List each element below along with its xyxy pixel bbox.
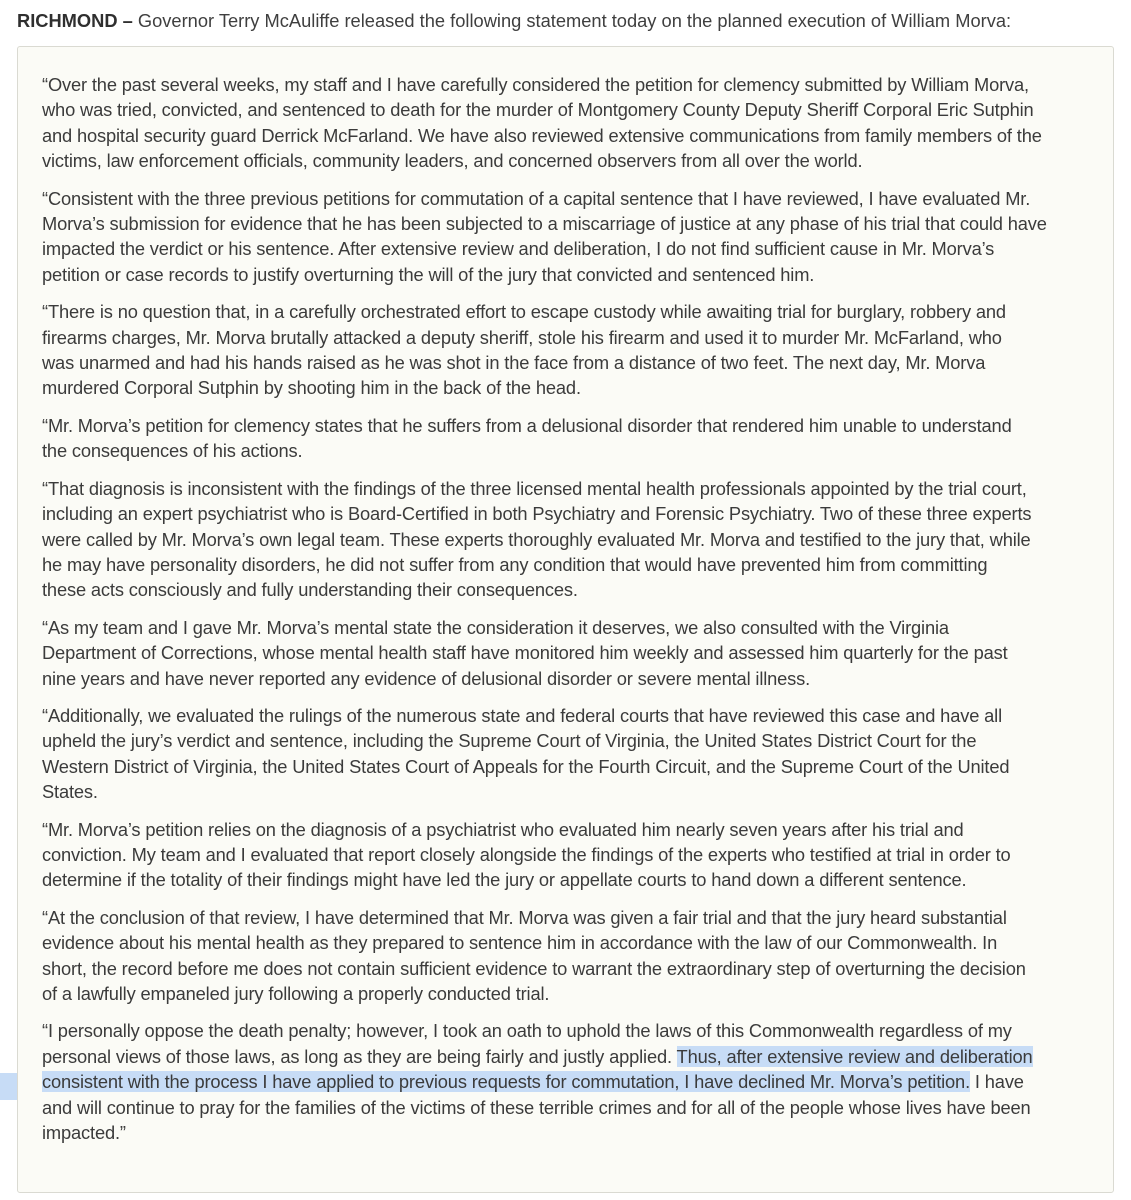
statement-paragraph: “Over the past several weeks, my staff and I have carefully considered the petition for clemency submitted by William Morva, who was tried, convicted, and sentenced to death for the murder of Montgomery County Deputy Sheriff Corporal Eric Sutphin and hospital security guard Derrick McFarland. We have also reviewed extensive communications from family members of the victims, law enforcement officials, community leaders, and concerned observers from all over the world.	[42, 74, 1042, 172]
selected-text[interactable]: Thus, after extensive review and deliberation consistent with the process I have applied to previous requests for commutation, I have declined Mr. Morva’s petition.	[42, 1045, 1033, 1093]
statement-final-paragraph[interactable]	[42, 1018, 1107, 1145]
statement-paragraph: “As my team and I gave Mr. Morva’s mental state the consideration it deserves, we also consulted with the Virginia Department of Corrections, whose mental health staff have monitored him weekly and assessed him quarterly for the past nine years and have never reported any evidence of delusional disorder or severe mental illness.	[42, 616, 1008, 689]
statement-paragraph: “Mr. Morva’s petition relies on the diagnosis of a psychiatrist who evaluated him nearly seven years after his trial and conviction. My team and I evaluated that report closely alongside the findings of the experts who testified at trial in order to determine if the totality of their findings might have led the jury or appellate courts to hand down a different sentence.	[42, 818, 1011, 891]
intro-line	[17, 8, 1117, 34]
intro-text: Governor Terry McAuliffe released the following statement today on the planned execution of William Morva:	[132, 10, 1012, 31]
final-paragraph-end: I have and will continue to pray for the families of the victims of these terrible crimes and for all of the people whose lives have been impacted.”	[42, 1071, 1031, 1144]
statement-paragraph: “Mr. Morva’s petition for clemency states that he suffers from a delusional disorder that rendered him unable to understand the consequences of his actions.	[42, 414, 1012, 462]
statement-paragraph: “That diagnosis is inconsistent with the findings of the three licensed mental health professionals appointed by the trial court, including an expert psychiatrist who is Board-Certified in both Psychiatry and Forensic Psychiatry. Two of these three experts were called by Mr. Morva’s own legal team. These experts thoroughly evaluated Mr. Morva and testified to the jury that, while he may have personality disorders, he did not suffer from any condition that would have prevented him from committing these acts consciously and fully understanding their consequences.	[42, 477, 1032, 601]
statement-paragraph: “Consistent with the three previous petitions for commutation of a capital sentence that I have reviewed, I have evaluated Mr. Morva’s submission for evidence that he has been subjected to a miscarriage of justice at any phase of his trial that could have impacted the verdict or his sentence. After extensive review and deliberation, I do not find sufficient cause in Mr. Morva’s petition or case records to justify overturning the will of the jury that convicted and sentenced him.	[42, 187, 1047, 285]
statement-paragraph: “At the conclusion of that review, I have determined that Mr. Morva was given a fair trial and that the jury heard substantial evidence about his mental health as they prepared to sentence him in accordance with the law of our Commonwealth. In short, the record before me does not contain sufficient evidence to warrant the extraordinary step of overturning the decision of a lawfully empaneled jury following a properly conducted trial.	[42, 906, 1026, 1004]
statement-paragraph: “Additionally, we evaluated the rulings of the numerous state and federal courts that have reviewed this case and have all upheld the jury’s verdict and sentence, including the Supreme Court of Virginia, the United States District Court for the Western District of Virginia, the United States Court of Appeals for the Fourth Circuit, and the Supreme Court of the United States.	[42, 704, 1010, 803]
dateline: RICHMOND –	[17, 10, 133, 31]
statement-quote-box	[17, 46, 1114, 1193]
statement-paragraph: “There is no question that, in a carefully orchestrated effort to escape custody while awaiting trial for burglary, robbery and firearms charges, Mr. Morva brutally attacked a deputy sheriff, stole his firearm and used it to murder Mr. McFarland, who was unarmed and had his hands raised as he was shot in the face from a distance of two feet. The next day, Mr. Morva murdered Corporal Sutphin by shooting him in the back of the head.	[42, 301, 1006, 399]
statement-paragraphs	[42, 72, 1107, 1157]
final-paragraph-start: “I personally oppose the death penalty; however, I took an oath to uphold the laws of this Commonwealth regardless of my personal views of those laws, as long as they are being fairly and justly applied.	[42, 1020, 1012, 1067]
